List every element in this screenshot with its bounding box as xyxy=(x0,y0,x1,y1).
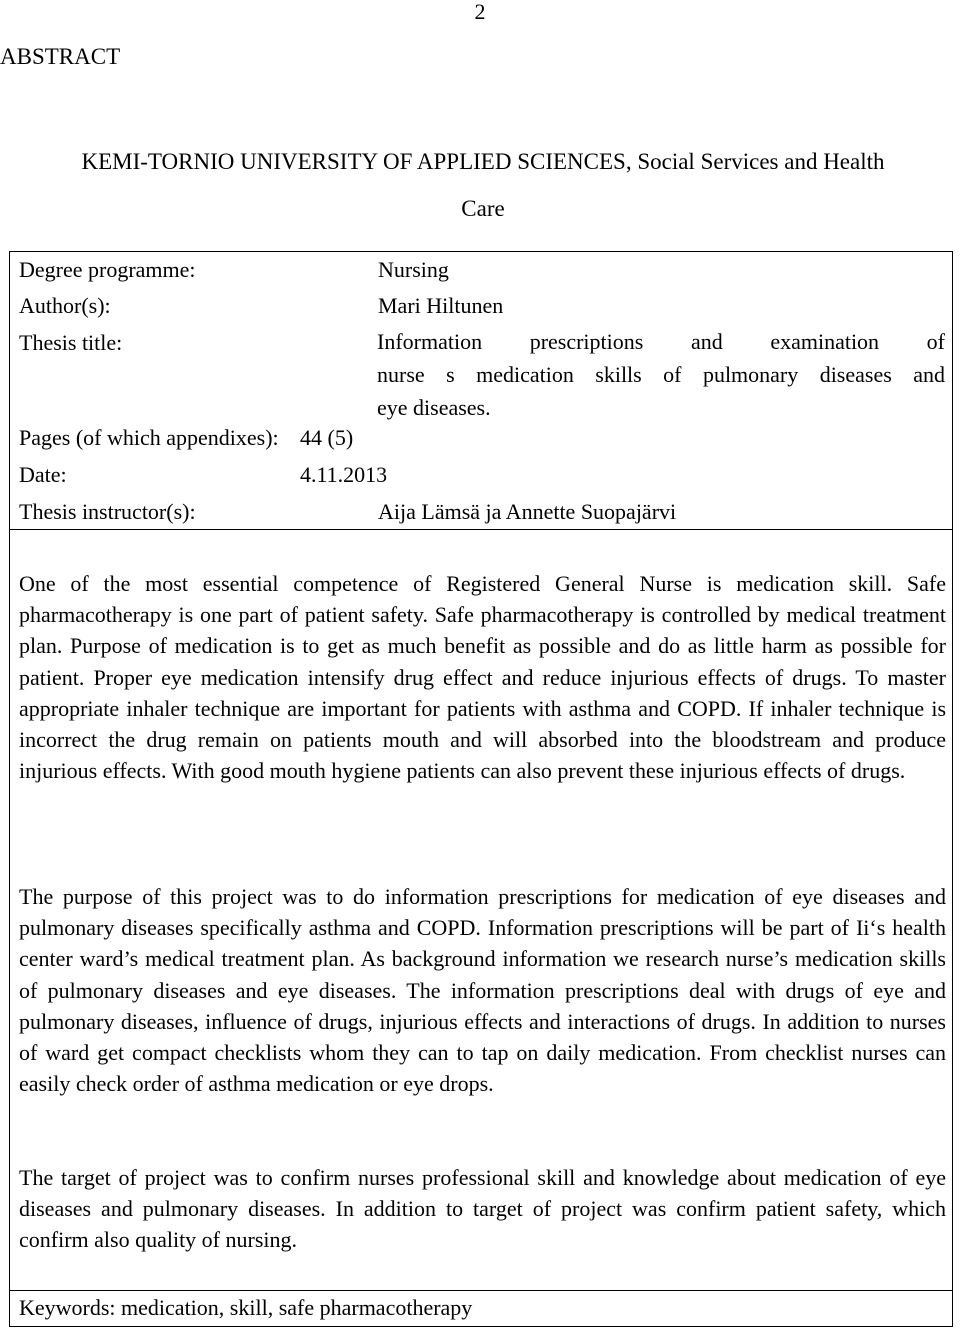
keywords-value: medication, skill, safe pharmacotherapy xyxy=(121,1295,473,1320)
pages-label: Pages (of which appendixes): xyxy=(19,425,279,450)
abstract-paragraph-2: The purpose of this project was to do information prescriptions for medication of eye diseases and pulmonary diseases specifically asthma and COPD. Information prescriptions will be part of Ii‘s health center ward’s medical treatment plan. As background information we research nurse’s medication skills of pulmonary diseases and eye diseases. The information prescriptions deal with drugs of eye and pulmonary diseases, influence of drugs, injurious effects and interactions of drugs. In addition to nurses of ward get compact checklists whom they can to tap on daily medication. From checklist nurses can easily check order of asthma medication or eye drops. xyxy=(19,884,946,1097)
institution-line-1: KEMI-TORNIO UNIVERSITY OF APPLIED SCIENCES, Social Services and Health xyxy=(81,149,885,174)
abstract-body-box xyxy=(9,529,953,1291)
thesis-title-label: Thesis title: xyxy=(19,330,123,355)
date-label: Date: xyxy=(19,462,67,487)
author-value: Mari Hiltunen xyxy=(378,293,504,318)
institution-line-2: Care xyxy=(461,196,505,221)
thesis-title-line-2: nurse s medication skills of pulmonary diseases and xyxy=(377,362,945,387)
thesis-title-value xyxy=(377,325,945,424)
author-label: Author(s): xyxy=(19,293,111,318)
abstract-paragraph-3: The target of project was to confirm nurses professional skill and knowledge about medication of eye diseases and pulmonary diseases. In addition to target of project was confirm patient safety, which confirm also quality of nursing. xyxy=(19,1165,946,1253)
date-value: 4.11.2013 xyxy=(300,462,388,487)
thesis-title-line-3: eye diseases. xyxy=(377,395,491,420)
degree-programme-value: Nursing xyxy=(378,257,449,282)
abstract-heading: ABSTRACT xyxy=(0,44,121,69)
degree-programme-label: Degree programme: xyxy=(19,257,196,282)
abstract-paragraph-1: One of the most essential competence of Registered General Nurse is medication skill. Safe pharmacotherapy is one part of patient safety. Safe pharmacotherapy is controlled by medical treatment plan. Purpose of medication is to get as much benefit as possible and do as little harm as possible for patient. Proper eye medication intensify drug effect and reduce injurious effects of drugs. To master appropriate inhaler technique are important for patients with asthma and COPD. If inhaler technique is incorrect the drug remain on patients mouth and will absorbed into the bloodstream and produce injurious effects. With good mouth hygiene patients can also prevent these injurious effects of drugs. xyxy=(19,571,946,784)
institution-name xyxy=(8,138,958,232)
thesis-instructor-value: Aija Lämsä ja Annette Suopajärvi xyxy=(378,499,677,524)
keywords-line xyxy=(19,1291,472,1324)
thesis-instructor-label: Thesis instructor(s): xyxy=(19,499,196,524)
keywords-label: Keywords: xyxy=(19,1295,122,1320)
pages-value: 44 (5) xyxy=(300,425,354,450)
page-number: 2 xyxy=(474,0,486,24)
thesis-title-line-1: Information prescriptions and examination of xyxy=(377,329,945,354)
keywords-box xyxy=(9,1291,953,1327)
